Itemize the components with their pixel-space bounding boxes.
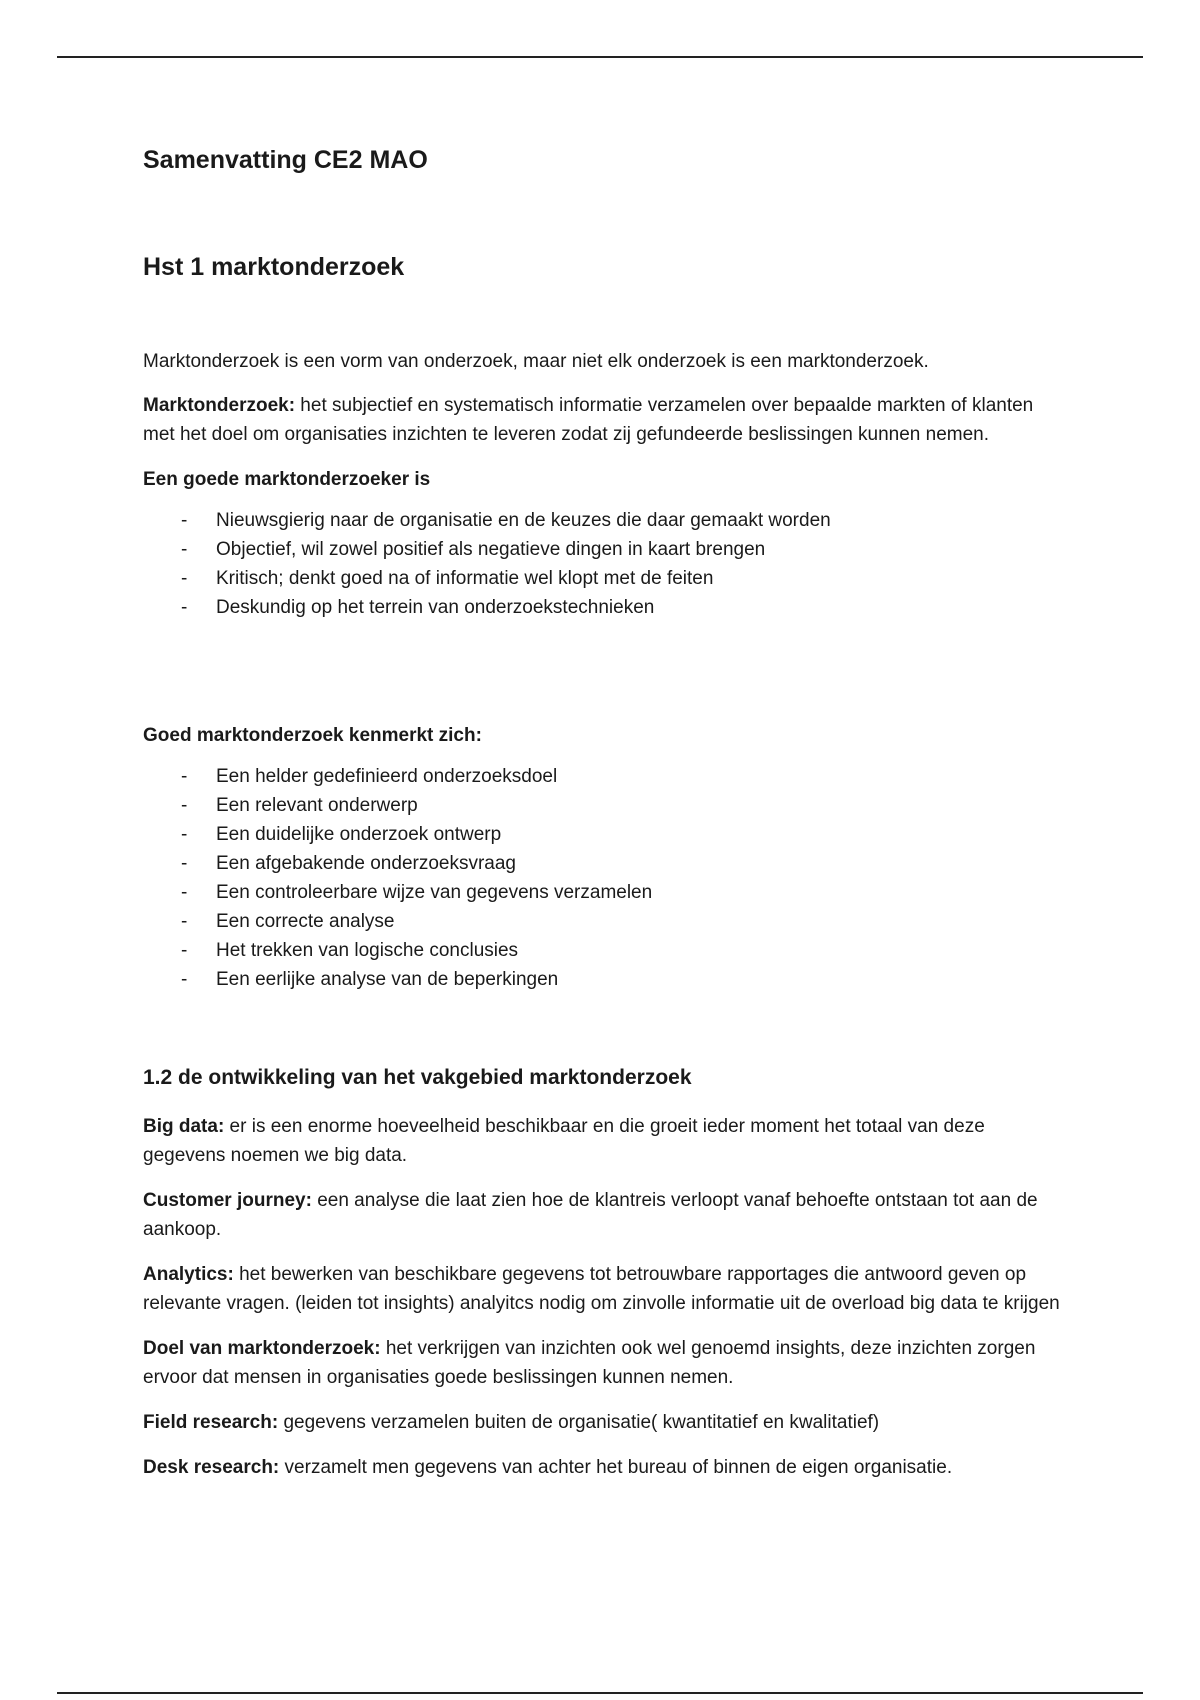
chapter-heading: Hst 1 marktonderzoek — [143, 253, 405, 281]
bullet-dash: - — [181, 911, 188, 932]
good-researcher-heading: Een goede marktonderzoeker is — [143, 469, 431, 490]
good-research-list — [143, 762, 1063, 994]
bullet-dash: - — [181, 539, 188, 560]
term-paragraph — [143, 1186, 1063, 1244]
term-label: Doel van marktonderzoek: — [143, 1338, 381, 1359]
term-text: het bewerken van beschikbare gegevens tot betrouwbare rapportages die antwoord geven op relevante vragen. (leiden tot insights) analyitcs nodig om zinvolle informatie uit de overload big data te krijgen — [143, 1264, 1060, 1314]
header-rule — [57, 56, 1143, 58]
list-item: - Kritisch; denkt goed na of informatie wel klopt met de feiten — [143, 564, 1063, 593]
list-item: - Objectief, wil zowel positief als negatieve dingen in kaart brengen — [143, 535, 1063, 564]
term-text: er is een enorme hoeveelheid beschikbaar en die groeit ieder moment het totaal van deze gegevens noemen we big data. — [143, 1116, 985, 1166]
list-item: - Een afgebakende onderzoeksvraag — [143, 849, 1063, 878]
term-paragraph — [143, 1112, 1063, 1170]
list-item: - Een controleerbare wijze van gegevens verzamelen — [143, 878, 1063, 907]
bullet-dash: - — [181, 795, 188, 816]
term-paragraph — [143, 1260, 1063, 1318]
definition-term: Marktonderzoek: — [143, 395, 296, 416]
term-text: gegevens verzamelen buiten de organisatie( kwantitatief en kwalitatief) — [278, 1412, 880, 1433]
list-item: - Nieuwsgierig naar de organisatie en de keuzes die daar gemaakt worden — [143, 506, 1063, 535]
list-item: - Een duidelijke onderzoek ontwerp — [143, 820, 1063, 849]
term-label: Big data: — [143, 1116, 225, 1137]
term-label: Field research: — [143, 1412, 279, 1433]
section-1-2-block — [143, 1112, 1063, 1498]
term-text: een analyse die laat zien hoe de klantreis verloopt vanaf behoefte ontstaan tot aan de aankoop. — [143, 1190, 1038, 1240]
bullet-dash: - — [181, 882, 188, 903]
intro-block — [143, 347, 1063, 622]
bullet-dash: - — [181, 568, 188, 589]
term-label: Analytics: — [143, 1264, 234, 1285]
definition-paragraph — [143, 391, 1063, 449]
term-label: Customer journey: — [143, 1190, 312, 1211]
term-label: Desk research: — [143, 1457, 280, 1478]
bullet-dash: - — [181, 853, 188, 874]
bullet-dash: - — [181, 510, 188, 531]
term-text: verzamelt men gegevens van achter het bureau of binnen de eigen organisatie. — [279, 1457, 953, 1478]
footer-rule — [57, 1692, 1143, 1694]
definition-text: het subjectief en systematisch informatie verzamelen over bepaalde markten of klanten met het doel om organisaties inzichten te leveren zodat zij gefundeerde beslissingen kunnen nemen. — [143, 395, 1034, 445]
document-title: Samenvatting CE2 MAO — [143, 146, 428, 174]
list-item: - Een correcte analyse — [143, 907, 1063, 936]
good-researcher-list — [143, 506, 1063, 622]
bullet-dash: - — [181, 940, 188, 961]
intro-paragraph: Marktonderzoek is een vorm van onderzoek, maar niet elk onderzoek is een marktonderzoek. — [143, 351, 929, 372]
bullet-dash: - — [181, 969, 188, 990]
term-text: het verkrijgen van inzichten ook wel genoemd insights, deze inzichten zorgen ervoor dat mensen in organisaties goede beslissingen kunnen nemen. — [143, 1338, 1036, 1388]
list-item: - Deskundig op het terrein van onderzoekstechnieken — [143, 593, 1063, 622]
list-item: - Het trekken van logische conclusies — [143, 936, 1063, 965]
bullet-dash: - — [181, 597, 188, 618]
good-research-block — [143, 721, 1063, 994]
term-paragraph — [143, 1453, 1063, 1482]
term-paragraph — [143, 1408, 1063, 1437]
list-item: - Een relevant onderwerp — [143, 791, 1063, 820]
bullet-dash: - — [181, 824, 188, 845]
list-item: - Een helder gedefinieerd onderzoeksdoel — [143, 762, 1063, 791]
term-paragraph — [143, 1334, 1063, 1392]
bullet-dash: - — [181, 766, 188, 787]
list-item: - Een eerlijke analyse van de beperkingen — [143, 965, 1063, 994]
good-research-heading: Goed marktonderzoek kenmerkt zich: — [143, 725, 482, 746]
section-heading: 1.2 de ontwikkeling van het vakgebied marktonderzoek — [143, 1066, 692, 1089]
